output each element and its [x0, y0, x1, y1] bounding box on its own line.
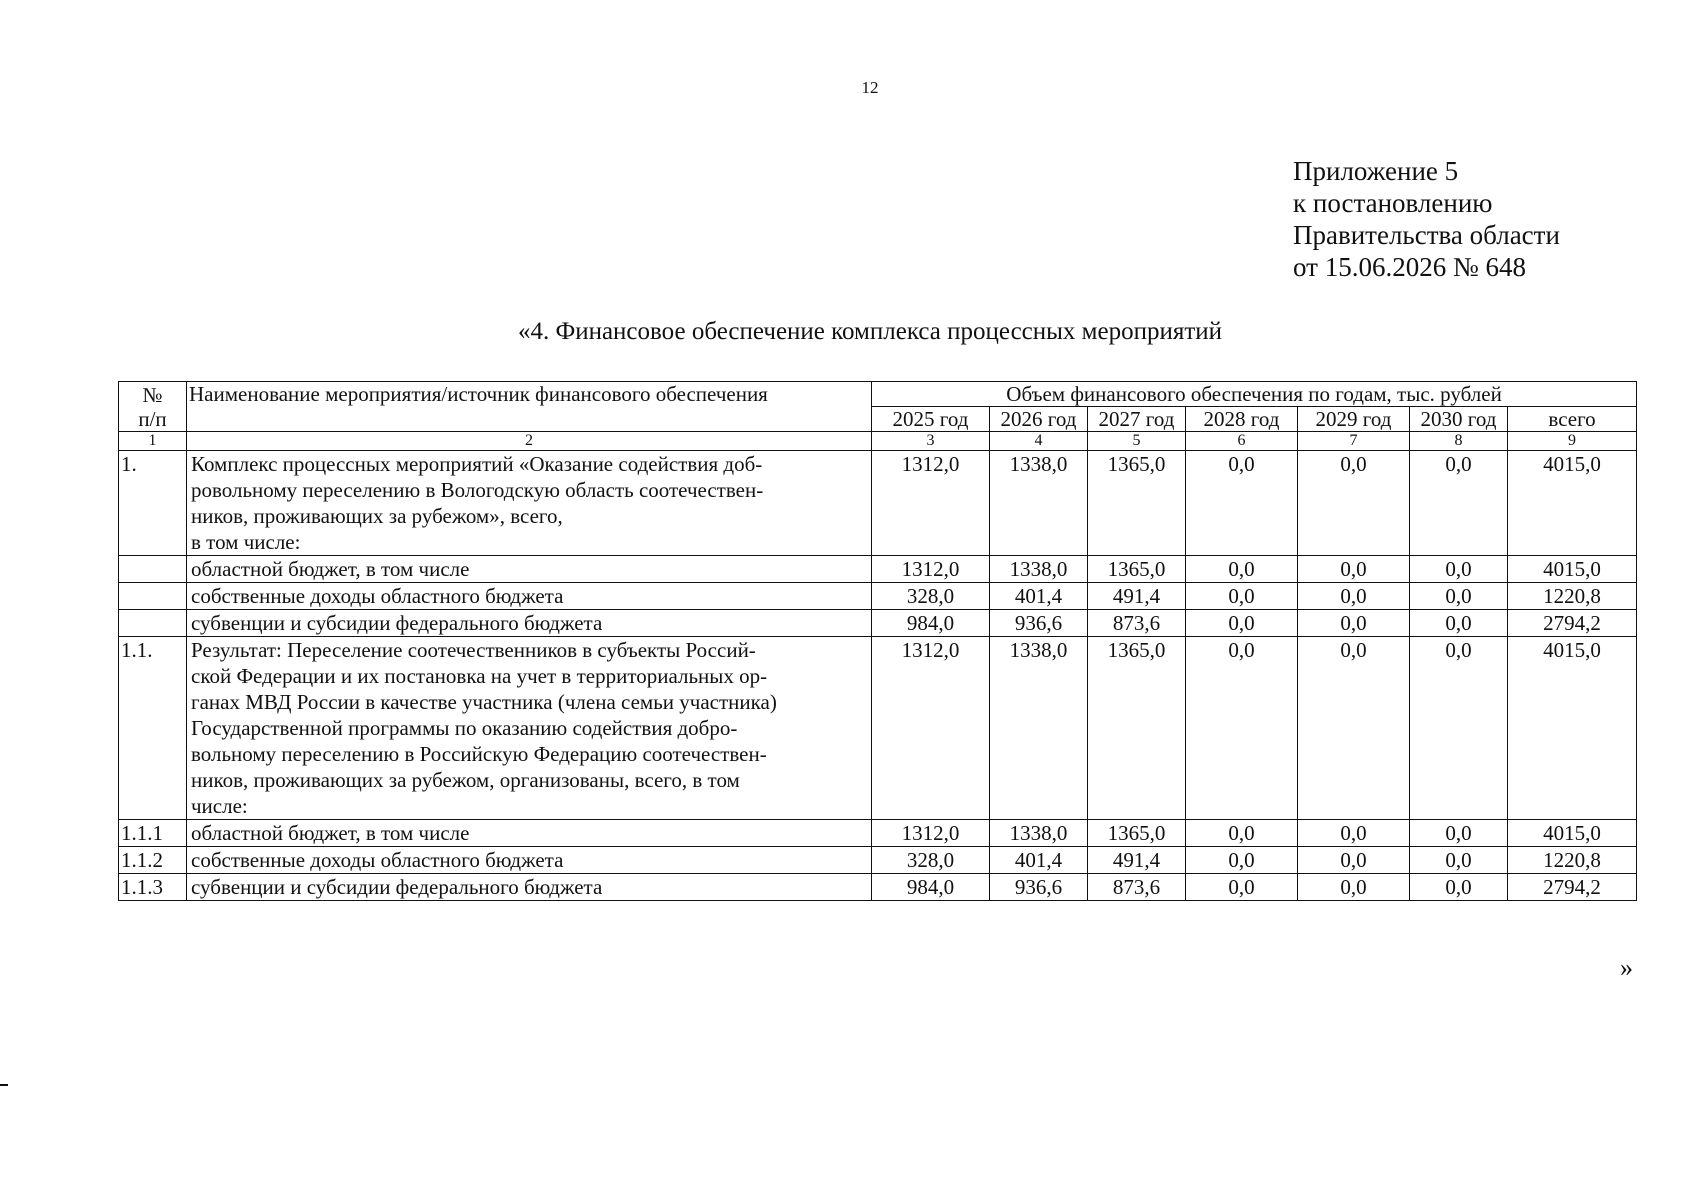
- margin-mark: [0, 1084, 8, 1086]
- row-value-cell: 0,0: [1298, 583, 1410, 610]
- table-row: [119, 847, 1637, 874]
- header-number-line: №: [142, 382, 163, 407]
- row-total-cell: 4015,0: [1508, 637, 1637, 820]
- row-name-cell: [187, 583, 872, 610]
- row-total-cell: 4015,0: [1508, 556, 1637, 583]
- row-value-cell: 1365,0: [1088, 451, 1186, 556]
- row-value-cell: 0,0: [1410, 874, 1508, 901]
- row-number-cell: 1.1.2: [119, 847, 187, 874]
- row-name-cell: [187, 610, 872, 637]
- column-number-cell: 7: [1298, 432, 1410, 451]
- header-total-cell: всего: [1508, 407, 1637, 432]
- row-value-cell: 0,0: [1410, 451, 1508, 556]
- row-value-cell: 1338,0: [990, 637, 1088, 820]
- table-row: [119, 874, 1637, 901]
- appendix-line: от 15.06.2026 № 648: [1293, 252, 1526, 282]
- row-value-cell: 0,0: [1298, 847, 1410, 874]
- row-value-cell: 0,0: [1186, 451, 1298, 556]
- header-year-cell: 2027 год: [1088, 407, 1186, 432]
- row-name-line: ников, проживающих за рубежом», всего,: [191, 504, 563, 528]
- document-title: «4. Финансовое обеспечение комплекса процессных мероприятий: [517, 318, 1223, 345]
- row-name-line: областной бюджет, в том числе: [191, 557, 470, 581]
- row-total-cell: 2794,2: [1508, 874, 1637, 901]
- row-value-cell: 0,0: [1186, 874, 1298, 901]
- row-total-cell: 4015,0: [1508, 820, 1637, 847]
- row-value-cell: 1312,0: [872, 451, 990, 556]
- header-row: [119, 382, 1637, 407]
- appendix-note: [1293, 155, 1560, 283]
- row-name-line: ровольному переселению в Вологодскую область соотечествен-: [191, 478, 764, 502]
- row-total-cell: 4015,0: [1508, 451, 1637, 556]
- row-value-cell: 0,0: [1298, 556, 1410, 583]
- row-name-line: Результат: Переселение соотечественников в субъекты Россий-: [191, 638, 756, 662]
- row-value-cell: 0,0: [1410, 610, 1508, 637]
- row-name-line: субвенции и субсидии федерального бюджета: [191, 875, 603, 899]
- row-value-cell: 1312,0: [872, 820, 990, 847]
- row-name-line: собственные доходы областного бюджета: [191, 584, 564, 608]
- row-value-cell: 401,4: [990, 583, 1088, 610]
- column-number-cell: 1: [119, 432, 187, 451]
- row-number-cell: 1.1.: [119, 637, 187, 820]
- row-number-cell: [119, 610, 187, 637]
- closing-quote: »: [1620, 953, 1633, 982]
- row-value-cell: 401,4: [990, 847, 1088, 874]
- table-row: [119, 637, 1637, 820]
- row-name-line: Государственной программы по оказанию содействия добро-: [191, 716, 738, 740]
- row-total-cell: 1220,8: [1508, 583, 1637, 610]
- table-row: [119, 610, 1637, 637]
- row-value-cell: 984,0: [872, 610, 990, 637]
- row-value-cell: 0,0: [1298, 610, 1410, 637]
- row-value-cell: 0,0: [1298, 637, 1410, 820]
- row-number-cell: [119, 556, 187, 583]
- row-value-cell: 0,0: [1186, 610, 1298, 637]
- column-number-cell: 3: [872, 432, 990, 451]
- row-number-cell: 1.1.1: [119, 820, 187, 847]
- row-name-cell: [187, 637, 872, 820]
- row-value-cell: 0,0: [1186, 847, 1298, 874]
- row-name-line: областной бюджет, в том числе: [191, 821, 470, 845]
- row-value-cell: 0,0: [1186, 637, 1298, 820]
- row-total-cell: 1220,8: [1508, 847, 1637, 874]
- row-name-line: в том числе:: [191, 530, 301, 554]
- row-value-cell: 0,0: [1410, 637, 1508, 820]
- table-body: [119, 382, 1637, 901]
- page-number: 12: [861, 78, 879, 97]
- row-value-cell: 984,0: [872, 874, 990, 901]
- row-value-cell: 0,0: [1186, 820, 1298, 847]
- header-year-cell: 2026 год: [990, 407, 1088, 432]
- financing-table: [118, 381, 1637, 901]
- row-name-cell: [187, 874, 872, 901]
- row-value-cell: 1338,0: [990, 820, 1088, 847]
- row-value-cell: 0,0: [1298, 820, 1410, 847]
- row-number-cell: [119, 583, 187, 610]
- row-value-cell: 0,0: [1186, 556, 1298, 583]
- column-number-cell: 4: [990, 432, 1088, 451]
- table-row: [119, 583, 1637, 610]
- row-total-cell: 2794,2: [1508, 610, 1637, 637]
- row-name-line: числе:: [191, 794, 248, 818]
- column-number-cell: 2: [187, 432, 872, 451]
- appendix-line: Правительства области: [1293, 220, 1560, 250]
- row-value-cell: 328,0: [872, 847, 990, 874]
- row-value-cell: 0,0: [1298, 874, 1410, 901]
- row-value-cell: 0,0: [1410, 847, 1508, 874]
- header-volume-cell: Объем финансового обеспечения по годам, тыс. рублей: [872, 382, 1637, 407]
- column-number-cell: 5: [1088, 432, 1186, 451]
- header-year-cell: 2025 год: [872, 407, 990, 432]
- row-value-cell: 491,4: [1088, 583, 1186, 610]
- row-name-cell: [187, 451, 872, 556]
- table-row: [119, 451, 1637, 556]
- column-number-cell: 6: [1186, 432, 1298, 451]
- header-number-cell: [119, 382, 187, 432]
- row-value-cell: 1365,0: [1088, 820, 1186, 847]
- row-name-line: собственные доходы областного бюджета: [191, 848, 564, 872]
- row-name-line: вольному переселению в Российскую Федерацию соотечествен-: [191, 742, 767, 766]
- row-number-cell: 1.: [119, 451, 187, 556]
- row-name-cell: [187, 847, 872, 874]
- table-row: [119, 820, 1637, 847]
- column-number-cell: 9: [1508, 432, 1637, 451]
- row-value-cell: 0,0: [1410, 820, 1508, 847]
- header-year-cell: 2029 год: [1298, 407, 1410, 432]
- row-value-cell: 0,0: [1298, 451, 1410, 556]
- row-name-line: ской Федерации и их постановка на учет в территориальных ор-: [191, 664, 768, 688]
- row-name-cell: [187, 820, 872, 847]
- row-value-cell: 1365,0: [1088, 637, 1186, 820]
- row-value-cell: 1312,0: [872, 556, 990, 583]
- column-numbers-row: [119, 432, 1637, 451]
- row-value-cell: 1338,0: [990, 556, 1088, 583]
- row-value-cell: 1365,0: [1088, 556, 1186, 583]
- row-value-cell: 0,0: [1186, 583, 1298, 610]
- header-name-cell: Наименование мероприятия/источник финансового обеспечения: [187, 382, 872, 432]
- row-value-cell: 328,0: [872, 583, 990, 610]
- row-name-line: субвенции и субсидии федерального бюджета: [191, 611, 603, 635]
- column-number-cell: 8: [1410, 432, 1508, 451]
- row-name-line: Комплекс процессных мероприятий «Оказание содействия доб-: [191, 452, 763, 476]
- row-value-cell: 491,4: [1088, 847, 1186, 874]
- row-value-cell: 0,0: [1410, 583, 1508, 610]
- row-value-cell: 873,6: [1088, 610, 1186, 637]
- row-value-cell: 1338,0: [990, 451, 1088, 556]
- row-value-cell: 1312,0: [872, 637, 990, 820]
- row-name-line: ганах МВД России в качестве участника (члена семьи участника): [191, 690, 777, 714]
- row-name-line: ников, проживающих за рубежом, организованы, всего, в том: [191, 768, 740, 792]
- row-value-cell: 936,6: [990, 610, 1088, 637]
- row-name-cell: [187, 556, 872, 583]
- table-row: [119, 556, 1637, 583]
- header-year-cell: 2030 год: [1410, 407, 1508, 432]
- appendix-line: к постановлению: [1293, 188, 1493, 218]
- row-value-cell: 0,0: [1410, 556, 1508, 583]
- header-year-cell: 2028 год: [1186, 407, 1298, 432]
- row-number-cell: 1.1.3: [119, 874, 187, 901]
- appendix-line: Приложение 5: [1293, 156, 1459, 186]
- row-value-cell: 936,6: [990, 874, 1088, 901]
- row-value-cell: 873,6: [1088, 874, 1186, 901]
- header-number-line: п/п: [138, 406, 167, 431]
